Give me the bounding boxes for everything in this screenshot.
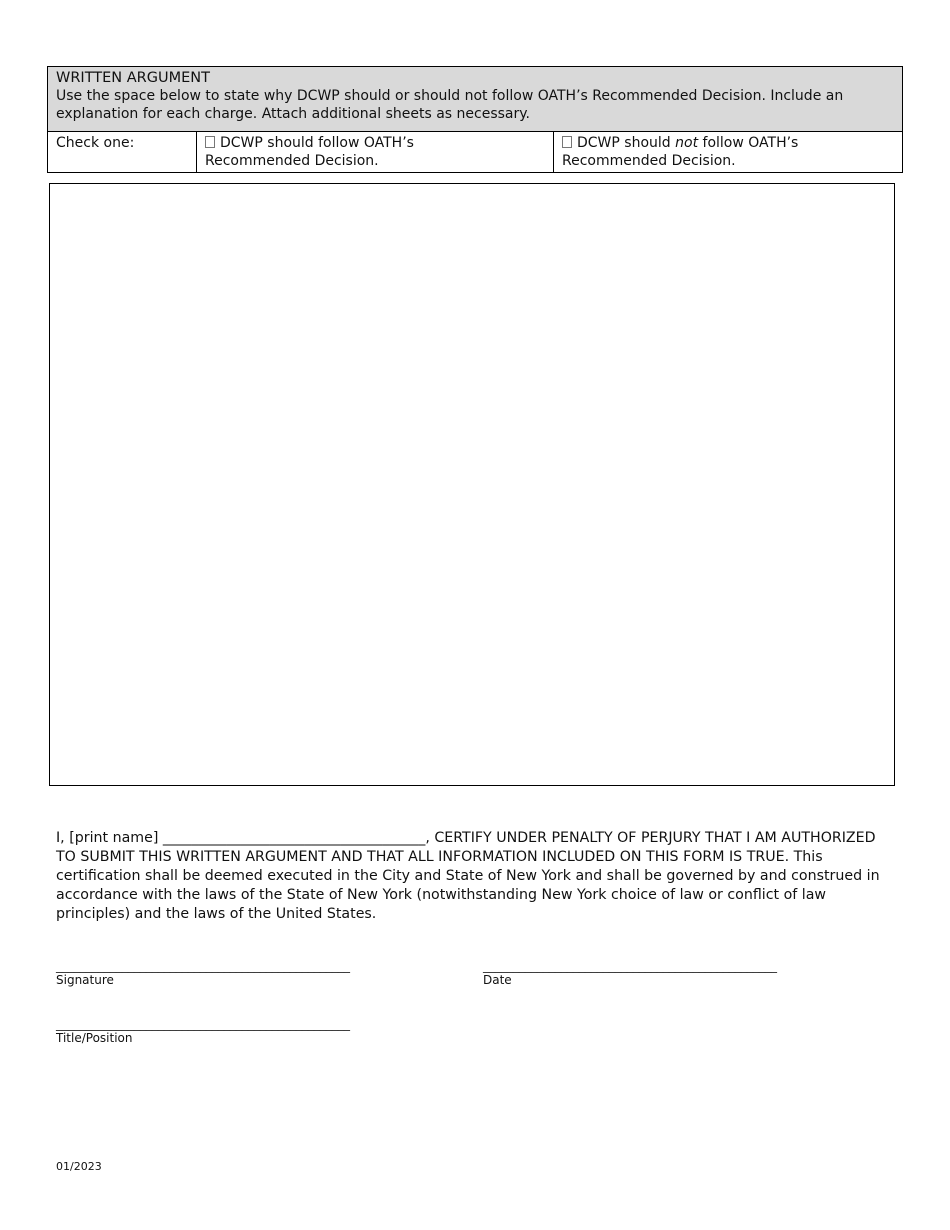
option-not-follow-cell[interactable] — [554, 132, 903, 173]
form-version-code: 01/2023 — [56, 1160, 102, 1173]
date-line[interactable]: _________________________________________________ — [483, 959, 777, 973]
written-argument-table — [47, 66, 903, 173]
date-label: Date — [483, 973, 512, 987]
option-follow-cell[interactable] — [197, 132, 554, 173]
option-not-follow-prefix: DCWP should — [577, 135, 676, 151]
written-argument-header — [48, 67, 903, 132]
option-not-follow-suffix: follow OATH’s — [698, 135, 799, 151]
signature-label: Signature — [56, 973, 114, 987]
option-not-follow-line2: Recommended Decision. — [562, 153, 736, 169]
option-follow-line2: Recommended Decision. — [205, 153, 379, 169]
option-follow-line1: DCWP should follow OATH’s — [220, 135, 414, 151]
option-not-follow-emphasis: not — [675, 135, 699, 151]
section-title: WRITTEN ARGUMENT — [56, 70, 210, 86]
certification-statement: I, [print name] _____________________________________, CERTIFY UNDER PENALTY OF PERJURY THAT I AM AUTHORIZED TO SUBMIT THIS WRITTEN ARGUMENT AND THAT ALL INFORMATION INCLUDED ON THIS FORM IS TRUE. This certification shall be deemed executed in the City and State of New York and shall be governed by and construed in accordance with the laws of the State of New York (notwithstanding New York choice of law or conflict of law principles) and the laws of the United States. — [56, 830, 880, 922]
section-instructions: Use the space below to state why DCWP should or should not follow OATH’s Recommended Decision. Include an explanation for each charge. Attach additional sheets as necessary. — [56, 88, 844, 122]
title-position-line[interactable]: _________________________________________________ — [56, 1017, 350, 1031]
argument-text-area-box[interactable] — [49, 183, 895, 786]
check-one-label: Check one: — [48, 132, 197, 173]
not-follow-checkbox[interactable] — [562, 136, 572, 148]
signature-line[interactable]: _________________________________________________ — [56, 959, 350, 973]
argument-textarea[interactable] — [50, 184, 894, 785]
title-position-label: Title/Position — [56, 1031, 133, 1045]
follow-checkbox[interactable] — [205, 136, 215, 148]
